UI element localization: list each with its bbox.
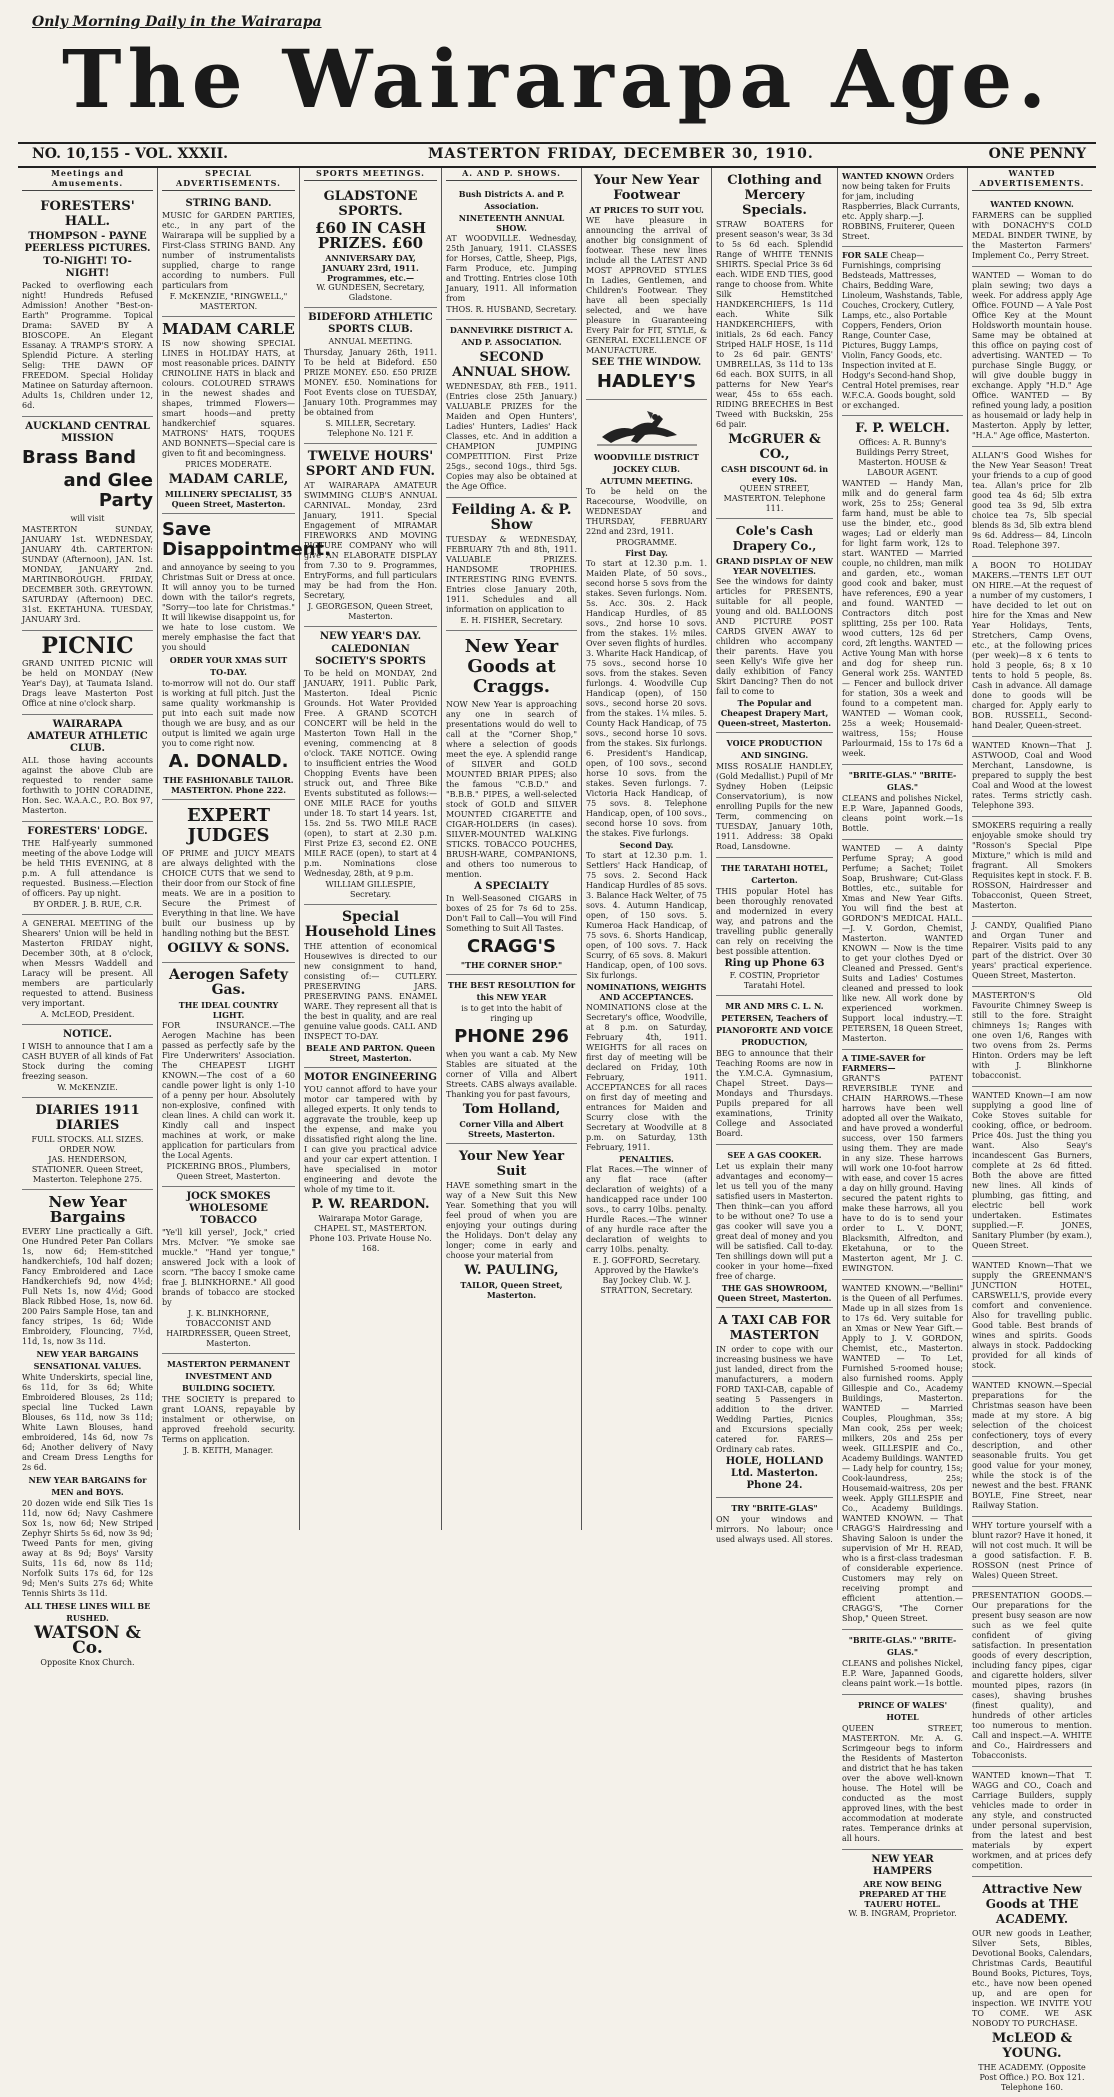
ad-subtitle: CASH DISCOUNT 6d. in every 10s. (720, 464, 829, 484)
ad-body: IS now showing SPECIAL LINES in HOLIDAY HATS, at most reasonable prices. DAINTY CRINOLINE HATS in black and colours. COLOURED STRAWS in the newest shades and shapes, trimmed Flowers—smart hoods—and pretty handkerchief squares. MATRONS' HATS, TOQUES AND BONNETS—Special care is given to fit and becomingness. (162, 339, 295, 458)
masthead: The Wairarapa Age. (62, 32, 1052, 126)
price: ONE PENNY (988, 146, 1086, 162)
ad-madam-carle (162, 317, 295, 514)
ad-body: FARMERS can be supplied with DONACHY'S COLD MEDAL BINDER TWINE, by the Masterton Farmers' Implement Co., Perry Street. (972, 211, 1092, 260)
ad-body: YOU cannot afford to have your motor car tampered with by alleged experts. It only tends to aggravate the trouble, keep up the expense, and make you dissatisfied right along the line. I can give you practical advice and your car expert attention. I have specialised in motor engineering and devote the whole of my time to it. (304, 1085, 437, 1194)
ad-subtitle: SECOND ANNUAL SHOW. (452, 350, 571, 380)
ad-cta: SEE THE WINDOW. (591, 357, 702, 368)
ad-body: To start at 12.30 p.m. 1. Maiden Plate, of 50 sovs., second horse 5 sovs from the stakes. Seven furlongs. Nom. 5s. Acc. 30s. 2. Hack Handicap Hurdles, of 85 sovs., 2nd horse 10 sovs. from the stakes. 1½ miles. Over seven flights of hurdles. 3. Wharite Hack Handicap, of 75 sovs., second horse 10 sovs. from the stakes. Seven furlongs. 4. Woodville Cup Handicap (open), of 150 sovs., second horse 20 sovs. from the stakes. 1¼ miles. 5. County Hack Handicap, of 75 sovs., second horse 10 sovs. from the stakes. Six furlongs. 6. President's Handicap, open, of 100 sovs., second horse 10 sovs. from the stakes. Seven furlongs. 7. Victoria Hack Handicap, of 75 sovs. 8. Telephone Handicap, open, of 100 sovs., second horse 10 sovs. from the stakes. Five furlongs. (586, 559, 707, 838)
ad-body: MASTERTON SUNDAY, JANUARY 1st. WEDNESDAY, JANUARY 4th. CARTERTON: SUNDAY (Afternoon), JAN. 1st. MONDAY, JANUARY 2nd. MARTINBOROUGH. FRIDAY, DECEMBER 30th. GREYTOWN. SATURDAY (Afternoon) DEC. 31st. EKETAHUNA. TUESDAY, JANUARY 3rd. (22, 525, 153, 624)
ad-petersen-teachers (716, 996, 833, 1145)
ad-body: J. CANDY, Qualified Piano and Organ Tuner and Repairer. Visits paid to any part of the district. Over 30 years' practical experience. Queen Street, Masterton. (972, 921, 1092, 980)
ad-gordon-chemist (842, 840, 963, 1050)
column-heading: SPORTS MEETINGS. (304, 168, 437, 181)
ad-body: WANTED KNOWN.—"Bellini" is the Queen of all Perfumes. Made up in all sizes from 1s to 17s 6d. Very suitable for an Xmas or New Year Gift.—Apply to J. V. GORDON, Chemist, etc., Masterton. WANTED — To Let, Furnished 5-roomed house; also furnished rooms. Apply Gillespie and Co., Academy Buildings, Masterton. WANTED — Married Couples, Ploughman, 35s; Man cook, 25s per week; milkers, 20s and 25s per week. GILLESPIE and Co., Academy Buildings. WANTED — Lady help for country, 15s; Cook-laundress, 25s; Housemaid-waitress, 20s per week. Apply GILLESPIE and Co., Academy Buildings. WANTED KNOWN. — That CRAGG'S Hairdressing and Shaving Saloon is under the supervision of Mr H. READ, who is a first-class tradesman of considerable experience. Customers may rely on receiving prompt and efficient attention.—CRAGG'S, "The Corner Shop," Queen Street. (842, 1284, 964, 1623)
column-4 (442, 168, 582, 1530)
ad-body: NOMINATIONS close at the Secretary's office, Woodville, at 8 p.m. on Saturday, February 4th, 1911. WEIGHTS for all races on first day of meeting will be declared on Friday, 10th February, 1911. ACCEPTANCES for all races on first day of meeting and entrances for Maiden and Scurry close with the Secretary at Woodville at 8 p.m. on Saturday, 13th February, 1911. (586, 1003, 707, 1152)
ad-body: Orders now being taken for Fruits for jam, including Raspberries, Black Currants, etc. Apply sharp.—J. ROBBINS, Fruiterer, Queen Street. (842, 172, 960, 241)
ad-title: Bush Districts A. and P. Association. (458, 189, 565, 211)
ad-title: EXPERT JUDGES (187, 805, 270, 846)
ad-body: AT WOODVILLE. Wednesday, 25th January, 1911. CLASSES for Horses, Cattle, Sheep, Pigs, Farm Produce, etc. Jumping and Trotting. Entries close 10th January, 1911. All information from (446, 234, 577, 303)
ad-mcgruer-clothing (716, 168, 833, 519)
ad-subtitle: THE IDEAL COUNTRY LIGHT. (178, 1000, 279, 1020)
ad-body: AT WAIRARAPA AMATEUR SWIMMING CLUB'S ANNUAL CARNIVAL. Monday, 23rd January, 1911. Special Engagement of MIRAMAR FIREWORKS AND MOVING PICTURE COMPANY who will give AN ELABORATE DISPLAY from 7.30 to 9. Programmes, EntryForms, and full particulars may be had from the Hon. Secretary, (304, 481, 437, 600)
column-3 (300, 168, 442, 1530)
ad-gas-cooker (716, 1145, 833, 1308)
ad-body: OUR new goods in Leather, Silver Sets, Bibles, Devotional Books, Calendars, Christmas Cards, Beautiful Bound Books, Pictures, Toys, etc., have now been opened up, and are open for inspection. WE INVITE YOU TO COME. WE ASK NOBODY TO PURCHASE. (972, 1929, 1092, 2028)
ad-body: WANTED Known—I am now supplying a good line of Coke Stoves suitable for cooking, office, or bedroom. Price 40s. Just the thing you want. Also Seay's incandescent Gas Burners, complete at 2s 6d fitted. Both the above are fitted new lines. All kinds of plumbing, gas fitting, and electric bell work undertaken. Estimates supplied.—F. JONES, Sanitary Plumber (by exam.), Queen Street. (972, 1091, 1092, 1250)
ad-body: See the windows for dainty articles for PRESENTS, suitable for all people, young and old. BALLOONS AND PICTURE POST CARDS GIVEN AWAY to children who accompany their parents. Have you seen Kelly's Wife give her daily exhibition of Fancy Skirt Dancing? Then do not fail to come to (716, 577, 833, 696)
ad-body: IN order to cope with our increasing business we have just landed, direct from the manufacturers, a modern FORD TAXI-CAB, capable of seating 5 Passengers in addition to the driver. Wedding Parties, Picnics and Excursions specially catered for. FARES—Ordinary cab rates. (716, 1345, 833, 1454)
ad-title: TRY "BRITE-GLAS" (731, 1503, 818, 1513)
ad-donald-tailor (162, 514, 331, 800)
ad-title: "BRITE-GLAS." "BRITE-GLAS." (848, 770, 957, 792)
ad-body: THIS popular Hotel has been thoroughly renovated and modernized in every way, and patrons and the travelling public generally can rely on receiving the best possible attention. (716, 887, 833, 956)
ad-body: MUSIC for GARDEN PARTIES, etc., in any part of the Wairarapa will be supplied by a First-Class STRING BAND. Any number of instrumentalists supplied, charge to range according to numbers. Full particulars from (162, 211, 295, 290)
ad-signature: W. McKENZIE. (57, 1083, 118, 1092)
ad-address: THE FASHIONABLE TAILOR. MASTERTON. Phone 222. (163, 775, 294, 795)
ad-address: Corner Villa and Albert Streets, Masterton. (459, 1119, 564, 1139)
ad-body: THE SOCIETY is prepared to grant LOANS, repayable by instalment or otherwise, on approved freehold security. Terms on application. (162, 1395, 295, 1444)
ad-subheading: ALL THESE LINES WILL BE RUSHED. (24, 1601, 151, 1623)
ad-title: Clothing and Mercery Specials. (727, 173, 822, 218)
ad-title: Your New Year Footwear (593, 173, 700, 203)
ad-signature: HADLEY'S (596, 371, 697, 392)
ad-coke-stoves (972, 1087, 1092, 1257)
ad-title: WANTED KNOWN (842, 171, 924, 181)
ad-body: ARE NOW BEING PREPARED AT THE TAUERU HOTEL. (859, 1879, 946, 1909)
ad-title: AUCKLAND CENTRAL MISSION (25, 421, 150, 444)
ad-woodville-jockey-club (586, 400, 707, 1300)
ad-dannevirke-show (446, 320, 577, 498)
column-heading: SPECIAL ADVERTISEMENTS. (162, 168, 295, 191)
ad-body: To start at 12.30 p.m. 1. Settlers' Hack Handicap, of 75 sovs. 2. Second Hack Handicap Hurdles of 85 sovs. 3. Balance Hack Welter, of 75 sovs. 4. Autumn Handicap, open, of 150 sovs. 5. Kumeroa Hack Handicap, of 75 sovs. 6. Shorts Handicap, open, of 100 sovs. 7. Hack Scurry, of 65 sovs. 8. Makuri Handicap, open, of 100 sovs. Six furlongs. (586, 851, 707, 980)
ad-jock-smokes (162, 1187, 295, 1354)
ad-body: when you want a cab. My New Stables are situated at the corner of Villa and Albert Streets. CABS always available. Thanking you for past favours, (446, 1050, 577, 1099)
ad-body: WANTED Known—That we supply the GREENMAN'S JUNCTION HOTEL, CARSWELL'S, provide every comfort and convenience. Also for travelling public. Good table. Best brands of wines and spirits. Goods always in stock. Paddocking provided for all kinds of stock. (972, 1261, 1092, 1370)
ad-prince-of-wales-hotel (842, 1695, 963, 1850)
ad-title: A TIME-SAVER for FARMERS— (842, 1053, 926, 1073)
ad-signature: F. COSTIN, Proprietor Taratahi Hotel. (729, 971, 820, 990)
ad-taxi-cab (716, 1308, 833, 1498)
ad-subheading: PENALTIES. (619, 1154, 674, 1164)
ad-signature: MADAM CARLE, (168, 472, 289, 487)
ad-robbins-fruit (842, 168, 963, 247)
ad-brite-glas-2 (842, 1630, 963, 1695)
ad-signature: W. GUNDESEN, Secretary, Gladstone. (316, 283, 425, 302)
ad-address: Opposite Knox Church. (40, 1658, 135, 1667)
ad-title: New Year Goods at Craggs. (464, 636, 559, 697)
ad-caledonian-sports (304, 627, 437, 905)
ad-for-sale (842, 247, 963, 416)
ad-title: DANNEVIRKE DISTRICT A. AND P. ASSOCIATION. (449, 325, 574, 347)
ad-phone: PHONE 296 (454, 1026, 569, 1047)
ad-foresters-hall (22, 194, 153, 417)
ad-body: Packed to overflowing each night! Hundreds Refused Admission! Another "Best-on-Earth" Programme. Topical Drama: SAVED BY A BIOSCOPE. An Elegant Essanay. A TRAMP'S STORY. A Splendid Picture. A sterling Selig: THE DAWN OF FREEDOM. Special Holiday Matinee on Saturday afternoon. Adults 1s, Children under 12, 6d. (22, 281, 153, 410)
column-1 (18, 168, 158, 1667)
ad-body: Flat Races.—The winner of any flat race (after declaration of weights) of a handicapped race under 100 sovs., to carry 10lbs. penalty. Hurdle Races.—The winner of any hurdle race after the declaration of weights to carry 10lbs. penalty. (586, 1165, 707, 1254)
ad-shearers-union (22, 915, 153, 1025)
ad-craggs-new-year (446, 631, 577, 975)
ad-title: FORESTERS' HALL. (40, 199, 135, 229)
ad-body: will visit (70, 514, 105, 523)
ad-title: WAIRARAPA AMATEUR ATHLETIC CLUB. (27, 719, 148, 754)
ad-title: MASTERTON PERMANENT INVESTMENT AND BUILDING SOCIETY. (167, 1359, 290, 1393)
ad-coles-drapery (716, 519, 833, 733)
ad-cta: ORDER YOUR XMAS SUIT TO-DAY. (169, 655, 288, 677)
ad-title: Cole's Cash Drapery Co., (732, 524, 817, 553)
ad-hotel-junction (972, 1257, 1092, 1377)
ad-title: NOTICE. (62, 1029, 113, 1040)
ad-title: New Year Bargains (48, 1193, 127, 1226)
ad-signature: CRAGG'S (466, 936, 557, 957)
ad-welch-agent (842, 416, 963, 765)
ad-body: WANTED KNOWN.—Special preparations for the Christmas season have been made at my store. A big selection of the choicest confectionery, toys of every description, and other seasonable fruits. You get good value for your money, while the stock is of the newest and the best. FRANK BOYLE, Fine Street, near Railway Station. (972, 1381, 1092, 1510)
ad-title: FOR SALE (842, 250, 888, 260)
ad-body: Offices: A. R. Bunny's Buildings Perry Street, Masterton. HOUSE & LABOUR AGENT. (856, 438, 949, 477)
issue-info-bar (18, 142, 1096, 168)
ad-subtitle: GRAND DISPLAY OF NEW YEAR NOVELTIES. (716, 556, 833, 576)
ad-body: "Ye'll kill yersel', Jock," cried Mrs. McIver. "Ye smoke sae muckle." "Hand yer tongue," answered Jock with a look of scorn. "The baccy I smoke came frae J. BLINKHORNE." All good brands of tobacco are stocked by (162, 1228, 295, 1307)
ad-notice (22, 1025, 153, 1098)
ad-body: FOR INSURANCE.—The Aerogen Machine has been passed as perfectly safe by the Fire Underwriters' Association. The CHEAPEST LIGHT KNOWN.—The cost of a 60 candle power light is only 1-10 of a penny per hour. Absolutely non-explosive, confined with clean lines. A child can work it. Kindly call and inspect machines at work, or make application for particulars from the Local Agents. (162, 1021, 295, 1160)
ad-body: I WISH to announce that I am a CASH BUYER of all kinds of Fat Stock during the coming freezing season. (22, 1042, 153, 1081)
ad-subtitle: AUTUMN MEETING. (600, 476, 693, 486)
ad-body: In Well-Seasoned CIGARS in boxes of 25 for 7s 6d to 25s. Don't Fail to Call—You will Find Something to Suit All Tastes. (446, 894, 577, 933)
ad-harrows (842, 1050, 963, 1280)
ad-subheading: Second Day. (619, 840, 674, 850)
ad-signature: J. B. KEITH, Manager. (183, 1446, 274, 1455)
column-8 (968, 168, 1096, 2092)
ad-rosson-smokers (972, 817, 1092, 917)
ad-brite-glas (716, 1498, 833, 1550)
ad-subheading: First Day. (625, 548, 668, 558)
column-5 (582, 168, 712, 1530)
ad-allans-tea (972, 447, 1092, 557)
ad-body: BEG to announce that their Teaching Rooms are now in the Y.M.C.A. Gymnasium, Chapel Street. Days—Mondays and Thursdays. Pupils prepared for all examinations, Trinity College and Associated Board. (716, 1049, 833, 1138)
ad-piano-tuner (972, 917, 1092, 987)
ad-address: QUEEN STREET, MASTERTON. Telephone 111. (723, 484, 826, 513)
ad-subheading: A SPECIALTY (474, 881, 549, 892)
ad-address: "THE CORNER SHOP." (460, 960, 563, 970)
ad-body: MISS ROSALIE HANDLEY, (Gold Medallist.) Pupil of Mr Sydney Hoben (Leipsic Conservatorium), is now enrolling Pupils for the new Term, commencing on TUESDAY, January 10th, 1911. Address: 38 Opaki Road, Lansdowne. (716, 762, 833, 851)
ad-body: GRAND UNITED PICNIC will be held on MONDAY (New Year's Day), at Taumata Island. Drags leave Masterton Post Office at nine o'clock sharp. (22, 659, 153, 708)
ad-signature: F. McKENZIE, "RINGWELL," MASTERTON. (169, 292, 288, 311)
ad-title: THE TARATAHI HOTEL, Carterton. (720, 863, 829, 885)
ad-body: WANTED Known—That J. ASTWOOD, Coal and Wood Merchant, Lansdowne, is prepared to supply the best Coal and Wood at the lowest rates. Terms strictly cash. Telephone 393. (972, 741, 1092, 810)
ad-subtitle: ANNUAL MEETING. (328, 337, 413, 346)
ad-title: CALEDONIAN SOCIETY'S SPORTS (315, 644, 426, 667)
issue-number: NO. 10,155 - VOL. XXXII. (32, 146, 229, 162)
ad-new-year-bargains (22, 1190, 153, 1672)
ad-signature: JAS. HENDERSON, STATIONER. Queen Street, Masterton. Telephone 275. (31, 1155, 144, 1184)
columns (18, 168, 1096, 2092)
ad-title: VOICE PRODUCTION AND SINGING. (726, 738, 823, 760)
ad-body: PRICES MODERATE. (185, 460, 272, 469)
ad-title: Special Household Lines (304, 909, 437, 940)
ad-phone: Ring up Phone 63 (724, 958, 825, 969)
ad-signature: A. DONALD. (168, 751, 289, 772)
ad-tents-hire (972, 557, 1092, 737)
ad-body: is to get into the habit of ringing up (461, 1004, 562, 1023)
ad-body: Cheap—Furnishings, comprising Bedsteads, Mattresses, Chairs, Bedding Ware, Linoleum, Washstands, Table, Couches, Crockery, Cutlery, Lamps, etc., also Portable Coppers, Fenders, Orion Range, Counter Case, Pictures, Buggy Lamps, Violin, Fancy Goods, etc. Inspection invited at E. Hodgy's Second-hand Shop, Central Hotel premises, rear W.F.C.A. Goods bought, sold or exchanged. (842, 251, 963, 410)
ad-picnic (22, 631, 153, 715)
ad-body: ALL those having accounts against the above Club are requested to render same forthwith to JOHN CORADINE, Hon. Sec. W.A.A.C., P.O. Box 97, Masterton. (22, 756, 153, 815)
ad-signature: W. B. INGRAM, Proprietor. (848, 1909, 957, 1918)
ad-body: WANTED — Handy Man, milk and do general farm work, 25s to 25s; General farm hand, must be able to use the binder, etc., good wages; Lad or elderly man for light farm work, 12s to start. WANTED — Married couple, no children, man milk and garden, etc., woman good cook and baker, must have references, £90 a year and found. WANTED — Contractors ditch post splitting, 25s per 100. Rata wood cutters, 12s 6d per cord, 2ft lengths. WANTED — Active Young Man with horse and dog for sheep run. General work 25s. WANTED — Fencer and bullock driver for station, 30s a week and found to a competent man. WANTED — Woman cook, 25s a week; Housemaid-waitress, 15s; House Parlourmaid, 15s to 17s 6d a week. (842, 479, 963, 758)
ad-title: WANTED KNOWN. (990, 199, 1074, 209)
ad-the-academy (972, 1877, 1092, 2097)
ad-title: Feilding A. & P. Show (451, 502, 572, 533)
ad-title: THE BEST RESOLUTION for this NEW YEAR (447, 980, 576, 1002)
column-2 (158, 168, 331, 1530)
ad-motor-engineering (304, 1068, 437, 1258)
ad-building-society (162, 1354, 295, 1460)
ad-title: Attractive New Goods at THE ACADEMY. (982, 1882, 1082, 1926)
ad-signature: The Popular and Cheapest Drapery Mart, Queen-street, Masterton. (717, 698, 832, 728)
ad-new-year-hampers (842, 1850, 963, 1923)
ad-wagg-coachbuilders (972, 1767, 1092, 1877)
ad-body: A GENERAL MEETING of the Shearers' Union will be held in Masterton FRIDAY night, December 30th, at 8 o'clock, when Messrs Waddell and Laracy will be present. All members are particularly requested to attend. Business very important. (22, 919, 153, 1008)
ad-signature: A. McLEOD, President. (40, 1010, 135, 1019)
ad-signature: McLEOD & YOUNG. (991, 2031, 1073, 2061)
ad-household-lines (304, 905, 437, 1068)
ad-body: To be held on the Racecourse, Woodville, on WEDNESDAY and THURSDAY, FEBRUARY 22nd and 23rd, 1911. (586, 487, 707, 536)
ad-body: WEDNESDAY, 8th FEB., 1911. (Entries close 25th January.) VALUABLE PRIZES for the Maiden and Open Hunters', Ladies' Hunters, Ladies' Hack Classes, etc. And in addition a CHAMPION JUMPING COMPETITION. First Prize 25gs., second 10gs., third 5gs. Copies may also be obtained at the Age Office. (446, 382, 577, 491)
ad-body: Let us explain their many advantages and economy—let us tell you of the many satisfied users in Masterton. Then think—can you afford to be without one? To use a gas cooker will save you a great deal of money and you will be satisfied. Call to-day. Ten shillings down will put a cooker in your home—fixed free of charge. (716, 1162, 833, 1281)
ad-body: ANNIVERSARY DAY, JANUARY 23rd, 1911. Programmes, etc.— (322, 253, 419, 283)
ad-body: ON your windows and mirrors. No labour; once used always used. All stores. (716, 1515, 833, 1544)
ad-kicker: NEW YEAR'S DAY. (319, 631, 422, 642)
dateline: MASTERTON FRIDAY, DECEMBER 30, 1910. (428, 146, 814, 162)
ad-address: MILLINERY SPECIALIST, 35 Queen Street, Masterton. (164, 489, 293, 509)
ad-body: CLEANS and polishes Nickel, E.P. Ware, Japanned Goods, cleans point work.—1s Bottle. (842, 794, 963, 833)
ad-presentation-goods (972, 1587, 1092, 1767)
ad-body: WANTED — Woman to do plain sewing; two days a week. For address apply Age Office. FOUND — A Yale Post Office Key at the Mount Holdsworth mountain house. Same may be obtained at this office on paying cost of advertising. WANTED — To purchase Single Buggy, or will give double buggy in exchange. Apply "H.D." Age Office. WANTED — By refined young lady, a position as housemaid or lady help in Masterton. Apply by letter, "H.A." Age office, Masterton. (972, 271, 1092, 440)
ad-wanted-small (972, 267, 1092, 447)
ad-signature: J. GEORGESON, Queen Street, Masterton. (308, 602, 433, 621)
ad-signature: BEALE AND PARTON. Queen Street, Masterton. (305, 1043, 436, 1063)
ad-body: MASTERTON'S Old Favourite Chimney Sweep is still to the fore. Straight chimneys 1s; Ranges with one oven 1/6, Ranges with two ovens from 2s. Perms Hinton. Orders may be left with J. Blinkhorne tobacconist. (972, 991, 1092, 1080)
ad-title: MR AND MRS C. L. N. PETERSEN, Teachers of PIANOFORTE AND VOICE PRODUCTION, (716, 1001, 833, 1047)
newspaper-page (18, 10, 1096, 2092)
ad-title: TWELVE HOURS' SPORT AND FUN. (305, 449, 436, 479)
ad-body: ALLAN'S Good Wishes for the New Year Season! Treat your friends to a cup of good tea. Allan's price for 2lb good tea 4s 6d; 5lb extra good tea 3s 9d, 5lb extra choice tea 7s, 5lb special blends 8s 3d, 5lb extra blend 9s 6d. Address— 84, Lincoln Road. Telephone 397. (972, 451, 1092, 550)
ad-signature: Tom Holland, (462, 1102, 561, 1117)
ad-subtitle: NINETEENTH ANNUAL SHOW. (458, 213, 565, 233)
ad-signature: WATSON & Co. (34, 1623, 141, 1658)
ad-address: THE ACADEMY. (Opposite Post Office.) P.O. Box 121. Telephone 160. (978, 2063, 1086, 2092)
ad-frank-boyle (972, 1377, 1092, 1517)
racehorse-illustration (597, 407, 697, 447)
ad-taratahi-hotel (716, 858, 833, 996)
ad-subheading: NOMINATIONS, WEIGHTS AND ACCEPTANCES. (586, 982, 707, 1002)
ad-body: HAVE something smart in the way of a New Suit this New Year. Something that you will feel proud of when you are enjoying your outings during the Holidays. Don't delay any longer; come in early and choose your material from (446, 1181, 577, 1260)
ad-wanted-listings (842, 1280, 963, 1630)
ad-title: Aerogen Safety Gas. (169, 967, 288, 998)
ad-signature: E. J. GOFFORD, Secretary. Approved by the Hawke's Bay Jockey Club. W. J. STRATTON, Secretary. (592, 1256, 701, 1295)
ad-body: NOW New Year is approaching any one in search of presentations would do well to call at the "Corner Shop," where a selection of goods meet the eye. A splendid range of SILVER and GOLD MOUNTED BRIAR PIPES; also the famous "C.B.D." and "B.B.B." PIPES, a well-selected stock of GOLD and SILVER MOUNTED CIGARETTE and CIGAR-HOLDERS (in cases). SILVER-MOUNTED WALKING STICKS. TOBACCO POUCHES, BRUSH-WARE, COMPANIONS, and others too numerous to mention. (446, 700, 577, 879)
ad-heading: and Glee Party (63, 470, 153, 511)
ad-title: A TAXI CAB FOR MASTERTON (718, 1313, 831, 1342)
ad-body: OF PRIME and JUICY MEATS are always delighted with the CHOICE CUTS that we send to their door from our Stock of fine meats. We are in a position to Secure the Primest of Everything in that line. We have built our business up by handling nothing but the BEST. (162, 849, 295, 938)
ad-subheading: NEW YEAR BARGAINS for MEN and BOYS. (28, 1475, 147, 1497)
ad-body: THE Half-yearly summoned meeting of the above Lodge will be held THIS EVENING, at 8 p.m. A full attendance is requested. Business.—Election of officers. Pay up night. (22, 839, 153, 898)
ad-subheading: PROGRAMME. (616, 538, 677, 547)
ad-body: WE have pleasure in announcing the arrival of another big consignment of footwear. These new lines include all the LATEST AND MOST APPROVED STYLES In Ladies, Gentlemen, and Children's Footwear. They have all been specially selected, and we have pleasure in Guaranteeing Every Pair for FIT, STYLE, & GENERAL EXCELLENCE OF MANUFACTURE. (586, 216, 707, 355)
ad-title: NEW YEAR HAMPERS (871, 1854, 934, 1877)
column-6 (712, 168, 838, 1544)
ad-body: THE attention of economical Housewives is directed to our new consignment to hand, consisting of:— CUTLERY. PRESERVING JARS. PRESERVING PANS. ENAMEL WARE. They represent all that is the best in quality, and are real genuine value goods. CALL AND INSPECT TO-DAY. (304, 942, 437, 1041)
ad-brite-glas (842, 765, 963, 840)
ad-title: JOCK SMOKES WHOLESOME TOBACCO (186, 1191, 271, 1226)
ad-signature: PICKERING BROS., Plumbers, Queen Street, Masterton. (166, 1162, 291, 1181)
ad-body: WANTED known—That T. WAGG and CO., Coach and Carriage Builders, supply vehicles made to order in any style, and constructed under personal supervision, from the latest and best materials by expert workmen, and at prices defy competition. (972, 1771, 1092, 1870)
ad-body: QUEEN STREET, MASTERTON. Mr. A. G. Scrimgeour begs to inform the Residents of Masterton and district that he has taken over the above well-known house. The Hotel will be conducted as the most approved lines, with the best accommodation at moderate rates. Temperance drinks at all hours. (842, 1724, 963, 1843)
ad-signature: E. H. FISHER, Secretary. (460, 616, 563, 625)
ad-title: STRING BAND. (185, 198, 272, 209)
ad-body: Thursday, January 26th, 1911. To be held at Bideford. £50 PRIZE MONEY. £50. £50 PRIZE MONEY. £50. Nominations for Foot Events close on TUESDAY, January 10th. Programmes may be obtained from (304, 348, 437, 417)
ad-title: FORESTERS' LODGE. (27, 826, 148, 837)
ad-signature: S. MILLER, Secretary. Telephone No. 121 F. (325, 419, 416, 438)
ad-auckland-mission (22, 417, 153, 631)
ad-title: BIDEFORD ATHLETIC SPORTS CLUB. (308, 312, 433, 335)
ad-hadleys-footwear (586, 168, 707, 400)
ad-prize: £60 IN CASH PRIZES. £60 (314, 219, 427, 252)
ad-bush-districts-show (446, 184, 577, 320)
ad-subheading: NEW YEAR BARGAINS SENSATIONAL VALUES. (33, 1349, 142, 1371)
ad-signature: THE GAS SHOWROOM, Queen Street, Masterton. (717, 1283, 832, 1303)
ad-signature: OGILVY & SONS. (167, 941, 290, 956)
ad-address: Wairarapa Motor Garage, CHAPEL ST., MASTERTON. Phone 103. Private House No. 168. (309, 1214, 432, 1253)
ad-body: PRESENTATION GOODS.—Our preparations for the present busy season are now such as we feel quite confident of giving satisfaction. In presentation goods of every description, including fancy pipes, cigar and cigarette holders, silver mounted pipes, razors (in cases), shaving brushes (finest quality), and hundreds of other articles too numerous to mention. Call and inspect.—A. WHITE and Co., Hairdressers and Tobacconists. (972, 1591, 1092, 1760)
ad-body: to-morrow will not do. Our staff is working at full pitch. Just the same quality workmanship is put into each suit made now though we are busy, and as our output is limited we again urge you to come right now. (162, 679, 295, 748)
ad-signature: W. PAULING, (464, 1263, 559, 1278)
ad-swimming-carnival (304, 444, 437, 627)
ad-title: SEE A GAS COOKER. (727, 1150, 822, 1160)
ad-title: DIARIES 1911 DIARIES (35, 1103, 140, 1133)
ad-astwood-coal (972, 737, 1092, 817)
ad-body: STRAW BOATERS for present season's wear, 3s 3d to 5s 6d each. Splendid Range of WHITE TENNIS SHIRTS. Special Price 3s 6d each. WIDE END TIES, good range to choose from. White Silk Hemstitched HANDKERCHIEFS, 1s 11d each. White Silk HANDKERCHIEFS, with initials, 2s 6d each. Fancy Striped HALF HOSE, 1s 11d to 2s 6d pair. GENTS' UMBRELLAS, 3s 11d to 13s 6d each. BOX SUITS, in all patterns for New Year's wear, 45s to 65s each. RIDING BREECHES in Best Tweed with Buckskin, 25s 6d pair. (716, 220, 833, 429)
ad-title: "BRITE-GLAS." "BRITE-GLAS." (848, 1635, 957, 1657)
ad-body: 20 dozen wide end Silk Ties 1s 11d, now 6d; Navy Cashmere Sox 1s, now 6d; New Striped Zephyr Shirts 5s 6d, now 3s 9d; Tweed Pants for men, giving away at 8s 9d; Boys' Varsity Suits, 11s 6d, now 8s 11d; Norfolk Suits 17s 6d, for 12s 9d; Men's Suits 27s 6d; White Tennis Shirts 3s 11d. (22, 1499, 153, 1598)
ad-title: WOODVILLE DISTRICT JOCKEY CLUB. (594, 452, 699, 474)
column-7 (838, 168, 968, 1918)
ad-signature: WILLIAM GILLESPIE, Secretary. (325, 880, 416, 899)
ad-body: and annoyance by seeing to you Christmas Suit or Dress at once. It will annoy you to be turned down with the tailor's regrets, "Sorry—too late for Christmas." It will likewise disappoint us, for we hate to lose custom. We merely emphasise the fact that you should (162, 563, 295, 652)
ad-subtitle: AT PRICES TO SUIT YOU. (589, 205, 704, 215)
ad-title: F. P. WELCH. (855, 421, 950, 436)
ad-body: GRANT'S PATENT REVERSIBLE TYNE and CHAIN HARROWS.—These harrows have been well adopted all over the Waikato, and have proved a wonderful success, over 150 farmers using them. They are made in any size. These harrows will work one 10-foot harrow with ease, and cover 15 acres a day on hilly ground. Having secured the patent rights to make these harrows, all you have to do is to send your order to L. V. DONT, Blacksmith, Alfredton, and Eketahuna, or to the Masterton agent, Mr J. C. EWINGTON. (842, 1074, 963, 1273)
ad-title: Save Disappointment. (162, 519, 331, 560)
ad-address: TAILOR, Queen Street, Masterton. (460, 1280, 563, 1300)
ad-heading: Brass Band (22, 447, 137, 468)
column-heading: A. AND P. SHOWS. (446, 168, 577, 181)
ad-signature: THOS. R. HUSBAND, Secretary. (446, 305, 577, 314)
ad-binder-twine (972, 194, 1092, 267)
ad-title: MADAM CARLE (162, 320, 295, 338)
ad-ogilvy (162, 800, 295, 963)
ad-signature: P. W. REARDON. (311, 1197, 430, 1212)
ad-diaries (22, 1098, 153, 1190)
ad-title: MOTOR ENGINEERING (304, 1072, 437, 1083)
ad-athletic-club (22, 715, 153, 822)
ad-body: A BOON TO HOLIDAY MAKERS.—TENTS LET OUT ON HIRE.—At the request of a number of my customers, I have decided to let out on hire for the Xmas and New Year Holidays, Tents, Stretchers, Camp Ovens, etc., at the following prices (per week)—8 x 6 tents to hold 3 people, 6s; 8 x 10 tents to hold 5 people, 8s. Cash in advance. All damage done to goods will be charged for. Apply early to BOB. RUSSELL, Second-hand Dealer, Queen-street. (972, 561, 1092, 730)
ad-body: EVERY Line practically a Gift. One Hundred Peter Pan Collars 1s, now 6d; Hem-stitched handkerchiefs, 10d half dozen; Fancy Embroidered and Lace Handkerchiefs 9d, now 4½d; Full Nets 1s, now 4½d; Good Black Ribbed Hose, 1s, now 6d. 200 Pairs Sample Hose, tan and fancy stripes, 1s 6d; Wide Embroidery, Flouncing, 7½d, 11d, 1s, now 3s 11d. (22, 1227, 153, 1346)
ad-pauling-tailor (446, 1144, 577, 1304)
ad-title: PICNIC (41, 633, 134, 659)
tagline: Only Morning Daily in the Wairarapa (32, 14, 322, 30)
ad-title: Your New Year Suit (458, 1149, 565, 1179)
ad-feilding-show (446, 498, 577, 631)
ad-body: To be held on MONDAY, 2nd JANUARY, 1911. Public Park, Masterton. Ideal Picnic Grounds. Hot Water Provided Free. A GRAND SCOTCH CONCERT will be held in the Masterton Town Hall in the evening, commencing at 8 o'clock. TAKE NOTICE. Owing to insufficient entries the Wood Chopping Events have been struck out, and Three Bike Events substituted as follows:— ONE MILE RACE for youths under 18. To start 14 years. 1st, 15s. 2nd 5s. TWO MILE RACE (open), to start at 2.30 p.m. First Prize £3, second £2. ONE MILE RACE (open), to start at 4 p.m. Nominations close Wednesday, 28th, at 9 p.m. (304, 669, 437, 878)
ad-voice-production (716, 733, 833, 858)
ad-body: FULL STOCKS. ALL SIZES. ORDER NOW. (31, 1135, 144, 1154)
ad-body: TUESDAY & WEDNESDAY, FEBRUARY 7th and 8th, 1911. VALUABLE PRIZES. HANDSOME TROPHIES. INTERESTING RING EVENTS. Entries close January 20th, 1911. Schedules and all information on application to (446, 535, 577, 614)
ad-signature: J. K. BLINKHORNE, TOBACCONIST AND HAIRDRESSER, Queen Street, Masterton. (166, 1309, 291, 1348)
ad-body: WHY torture yourself with a blunt razor? Have it honed, it will not cost much. It will be a good satisfaction. F. B. ROSSON (nest Prince of Wales) Queen Street. (972, 1521, 1092, 1580)
column-heading: WANTED ADVERTISEMENTS. (972, 168, 1092, 191)
ad-subtitle: THOMPSON - PAYNE PEERLESS PICTURES. (24, 231, 151, 254)
ad-tom-holland-cabs (446, 975, 577, 1144)
ad-body: CLEANS and polishes Nickel, E.P. Ware, Japanned Goods, cleans paint work.—1s bottle. (842, 1659, 963, 1688)
ad-gladstone-sports (304, 184, 437, 308)
ad-chimney-sweep (972, 987, 1092, 1087)
column-heading: Meetings and Amusements. (22, 168, 153, 191)
ad-subtitle: TO-NIGHT! TO-NIGHT! (43, 256, 132, 279)
ad-body: SMOKERS requiring a really enjoyable smoke should try "Rosson's Special Pipe Mixture," which is mild and fragrant. All Smokers Requisites kept in stock. F. B. ROSSON, Hairdresser and Tobacconist, Queen Street, Masterton. (972, 821, 1092, 910)
ad-title: GLADSTONE SPORTS. (323, 189, 418, 219)
ad-signature: McGRUER & CO., (728, 432, 821, 462)
ad-signature: BY ORDER. J. B. RUE, C.R. (33, 900, 142, 909)
ad-foresters-lodge (22, 822, 153, 915)
ad-razor-honing (972, 1517, 1092, 1587)
ad-body: White Underskirts, special line, 6s 11d, for 3s 6d; White Embroidered Blouses, 2s 11d; special line Tucked Lawn Blouses, 6s 11d, now 3s 11d; White Lawn Blouses, hand embroidered, 14s 6d, now 7s 6d; Another delivery of Navy and Cream Dress Lengths for 2s 6d. (22, 1373, 153, 1472)
ad-title: PRINCE OF WALES' HOTEL (857, 1700, 948, 1722)
ad-signature: HOLE, HOLLAND Ltd. Masterton. Phone 24. (725, 1456, 824, 1491)
ad-body: WANTED — A dainty Perfume Spray; A good Perfume; a Sachet; Toilet Soap, Brushware; Cut-Glass Bottles, etc., suitable for Xmas and New Year Gifts. You will find the best at GORDON'S MEDICAL HALL.—J. V. Gordon, Chemist, Masterton. WANTED KNOWN — Now is the time to get your clothes Dyed or Cleaned and Pressed. Gent's Suits and Ladies' Costumes cleaned and pressed to look like new. All work done by experienced workmen. Support local industry.—T. PETERSEN, 18 Queen Street, Masterton. (842, 844, 963, 1043)
ad-aerogen (162, 963, 295, 1187)
ad-string-band (162, 194, 295, 317)
ad-bideford-sports (304, 308, 437, 444)
